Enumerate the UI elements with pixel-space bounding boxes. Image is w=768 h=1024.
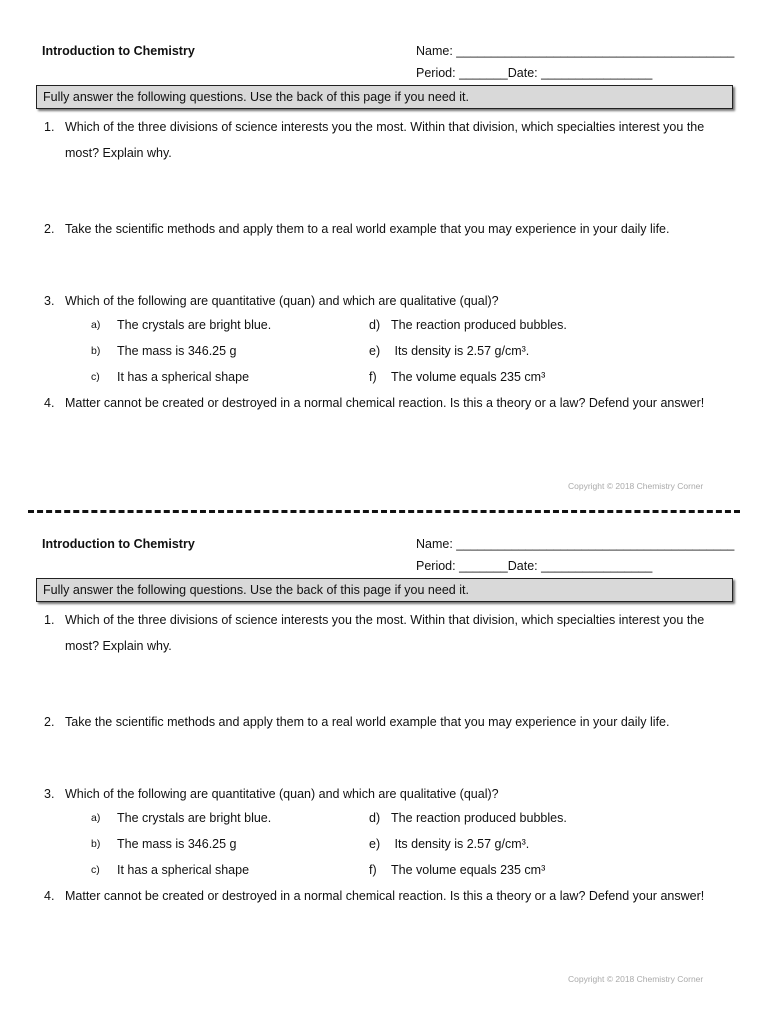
- copyright-notice: Copyright © 2018 Chemistry Corner: [568, 481, 704, 491]
- name-field: Name: ________________________________________: [416, 537, 735, 551]
- option-label: a): [91, 812, 101, 824]
- question-1: [44, 607, 744, 659]
- option-text: The mass is 346.25 g: [117, 837, 237, 851]
- period-date-field: Period: _______Date: ________________: [416, 66, 653, 80]
- question-3: [44, 781, 744, 807]
- option-label: b): [91, 838, 101, 850]
- option-text: Its density is 2.57 g/cm³.: [391, 344, 530, 358]
- question-number: 2.: [44, 715, 55, 729]
- option-text: The crystals are bright blue.: [117, 318, 272, 332]
- period-date-field: Period: _______Date: ________________: [416, 559, 653, 573]
- option-label: e): [369, 344, 381, 358]
- course-title: Introduction to Chemistry: [42, 537, 195, 551]
- copyright-notice: Copyright © 2018 Chemistry Corner: [568, 974, 704, 984]
- option-label: f): [369, 370, 377, 384]
- option-text: Its density is 2.57 g/cm³.: [391, 837, 530, 851]
- question-text: Matter cannot be created or destroyed in a normal chemical reaction. Is this a theory or a law? Defend your answer!: [65, 396, 705, 410]
- instructions-box: [36, 85, 733, 109]
- instructions-box: [36, 578, 733, 602]
- option-text: The volume equals 235 cm³: [391, 370, 546, 384]
- question-2: [44, 709, 744, 735]
- question-3: [44, 288, 744, 314]
- question-number: 2.: [44, 222, 55, 236]
- question-2: [44, 216, 744, 242]
- option-text: It has a spherical shape: [117, 370, 250, 384]
- question-text: Matter cannot be created or destroyed in a normal chemical reaction. Is this a theory or a law? Defend your answer!: [65, 889, 705, 903]
- question-4: [44, 883, 744, 909]
- option-label: b): [91, 345, 101, 357]
- worksheet-bottom: [0, 493, 768, 993]
- question-4: [44, 390, 744, 416]
- option-text: The reaction produced bubbles.: [391, 318, 567, 332]
- option-label: f): [369, 863, 377, 877]
- question-text: Which of the following are quantitative (quan) and which are qualitative (qual)?: [65, 787, 499, 801]
- option-label: d): [369, 811, 381, 825]
- option-text: The volume equals 235 cm³: [391, 863, 546, 877]
- instructions-text: Fully answer the following questions. Use the back of this page if you need it.: [43, 583, 469, 597]
- question-number: 3.: [44, 787, 55, 801]
- question-text: Take the scientific methods and apply them to a real world example that you may experience in your daily life.: [65, 715, 670, 729]
- option-text: The mass is 346.25 g: [117, 344, 237, 358]
- question-number: 4.: [44, 396, 55, 410]
- question-text: Take the scientific methods and apply them to a real world example that you may experience in your daily life.: [65, 222, 670, 236]
- worksheet-top: [0, 0, 768, 500]
- question-number: 3.: [44, 294, 55, 308]
- option-label: c): [91, 371, 100, 383]
- option-text: The crystals are bright blue.: [117, 811, 272, 825]
- option-label: e): [369, 837, 381, 851]
- option-label: c): [91, 864, 100, 876]
- instructions-text: Fully answer the following questions. Use the back of this page if you need it.: [43, 90, 469, 104]
- question-number: 1.: [44, 613, 55, 627]
- question-text: Which of the three divisions of science interests you the most. Within that division, which specialties interest you the most? Explain why.: [65, 613, 705, 653]
- option-label: a): [91, 319, 101, 331]
- question-text: Which of the three divisions of science interests you the most. Within that division, which specialties interest you the most? Explain why.: [65, 120, 705, 160]
- question-text: Which of the following are quantitative (quan) and which are qualitative (qual)?: [65, 294, 499, 308]
- option-text: It has a spherical shape: [117, 863, 250, 877]
- option-text: The reaction produced bubbles.: [391, 811, 567, 825]
- name-field: Name: ________________________________________: [416, 44, 735, 58]
- question-number: 4.: [44, 889, 55, 903]
- question-number: 1.: [44, 120, 55, 134]
- course-title: Introduction to Chemistry: [42, 44, 195, 58]
- option-label: d): [369, 318, 381, 332]
- question-1: [44, 114, 744, 166]
